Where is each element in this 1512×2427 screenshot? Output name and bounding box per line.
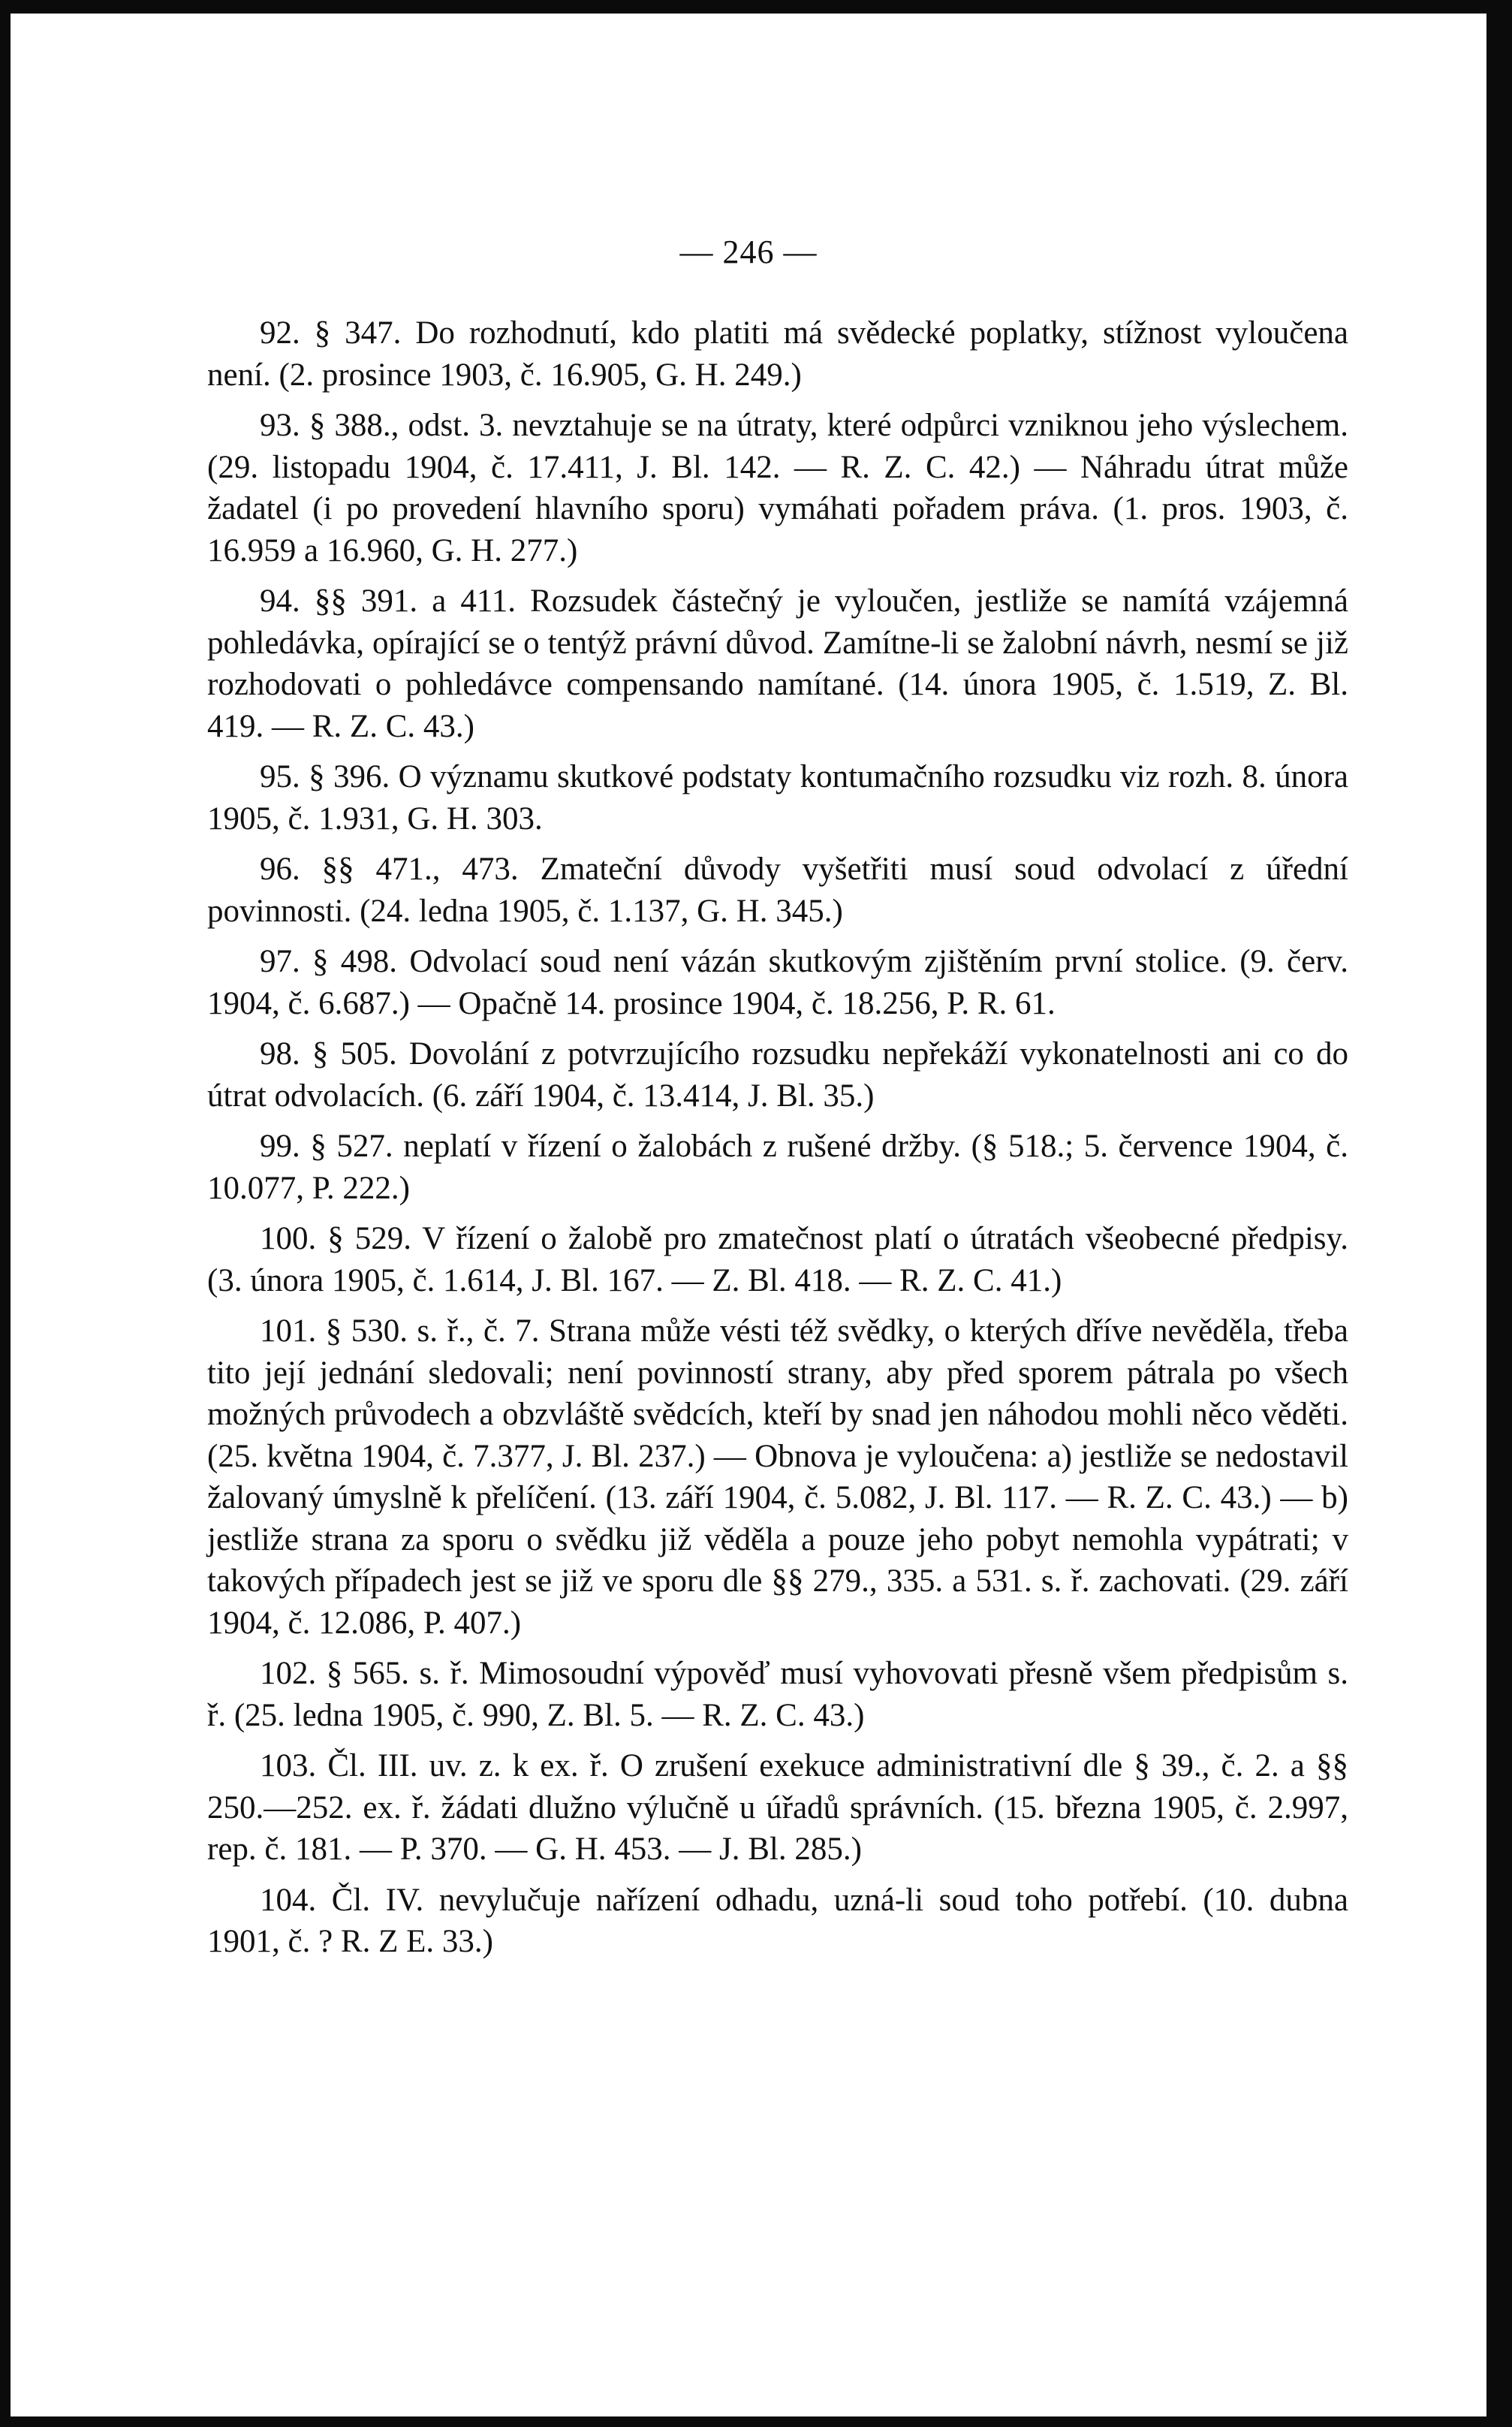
entry-96: 96. §§ 471., 473. Zmateční důvody vyšetřiti musí soud odvolací z úřední povinnosti. (24. ledna 1905, č. 1.137, G. H. 345.) xyxy=(207,852,1348,929)
entry-98: 98. § 505. Dovolání z potvrzujícího rozsudku nepřekáží vykonatelnosti ani co do útrat odvolacích. (6. září 1904, č. 13.414, J. Bl. 35.) xyxy=(207,1036,1348,1114)
entry-97: 97. § 498. Odvolací soud není vázán skutkovým zjištěním první stolice. (9. červ. 1904, č. 6.687.) — Opačně 14. prosince 1904, č. 18.256, P. R. 61. xyxy=(207,944,1348,1021)
entry-94: 94. §§ 391. a 411. Rozsudek částečný je vyloučen, jestliže se namítá vzájemná pohledávka, opírající se o tentýž právní důvod. Zamítne-li se žalobní návrh, nesmí se již rozhodovati o pohledávce compensando namítané. (14. února 1905, č. 1.519, Z. Bl. 419. — R. Z. C. 43.) xyxy=(207,583,1348,744)
document-page xyxy=(11,14,1486,2416)
entry-93: 93. § 388., odst. 3. nevztahuje se na útraty, které odpůrci vzniknou jeho výslechem. (29. listopadu 1904, č. 17.411, J. Bl. 142. — R. Z. C. 42.) — Náhradu útrat může žadatel (i po provedení hlavního sporu) vymáhati pořadem práva. (1. pros. 1903, č. 16.959 a 16.960, G. H. 277.) xyxy=(207,408,1348,568)
entry-95: 95. § 396. O významu skutkové podstaty kontumačního rozsudku viz rozh. 8. února 1905, č. 1.931, G. H. 303. xyxy=(207,759,1348,837)
entry-103: 103. Čl. III. uv. z. k ex. ř. O zrušení exekuce administrativní dle § 39., č. 2. a §§ 250.—252. ex. ř. žádati dlužno výlučně u úřadů správních. (15. března 1905, č. 2.997, rep. č. 181. — P. 370. — G. H. 453. — J. Bl. 285.) xyxy=(207,1748,1348,1867)
page-body xyxy=(207,312,1348,1972)
entry-104: 104. Čl. IV. nevylučuje nařízení odhadu, uzná-li soud toho potřebí. (10. dubna 1901, č. ? R. Z E. 33.) xyxy=(207,1882,1348,1959)
entry-99: 99. § 527. neplatí v řízení o žalobách z rušené držby. (§ 518.; 5. července 1904, č. 10.077, P. 222.) xyxy=(207,1129,1348,1206)
page-number: — 246 — xyxy=(679,234,818,270)
entry-101: 101. § 530. s. ř., č. 7. Strana může vésti též svědky, o kterých dříve nevěděla, třeba tito její jednání sledovali; není povinností strany, aby před sporem pátrala po všech možných průvodech a obzvláště svědcích, kteří by snad jen náhodou mohli něco věděti. (25. května 1904, č. 7.377, J. Bl. 237.) — Obnova je vyloučena: a) jestliže se nedostavil žalovaný úmyslně k přelíčení. (13. září 1904, č. 5.082, J. Bl. 117. — R. Z. C. 43.) — b) jestliže strana za sporu o svědku již věděla a pouze jeho pobyt nemohla vypátrati; v takových případech jest se již ve sporu dle §§ 279., 335. a 531. s. ř. zachovati. (29. září 1904, č. 12.086, P. 407.) xyxy=(207,1313,1348,1641)
entry-102: 102. § 565. s. ř. Mimosoudní výpověď musí vyhovovati přesně všem předpisům s. ř. (25. ledna 1905, č. 990, Z. Bl. 5. — R. Z. C. 43.) xyxy=(207,1656,1348,1733)
entry-92: 92. § 347. Do rozhodnutí, kdo platiti má svědecké poplatky, stížnost vyloučena není. (2. prosince 1903, č. 16.905, G. H. 249.) xyxy=(207,315,1348,393)
entry-100: 100. § 529. V řízení o žalobě pro zmatečnost platí o útratách všeobecné předpisy. (3. února 1905, č. 1.614, J. Bl. 167. — Z. Bl. 418. — R. Z. C. 41.) xyxy=(207,1221,1348,1298)
